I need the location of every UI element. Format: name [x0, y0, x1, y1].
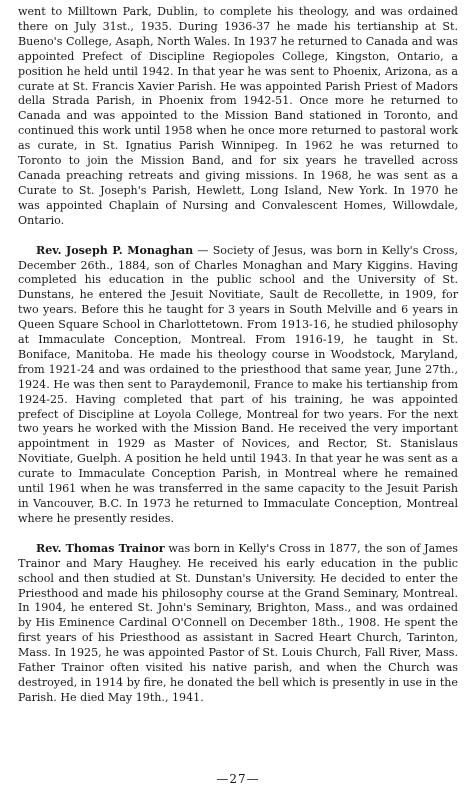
entry-name: Rev. Thomas Trainor — [36, 541, 165, 555]
entry-name: Rev. Joseph P. Monaghan — [36, 243, 194, 257]
paragraph-gap — [18, 229, 458, 244]
page-number: —27— — [216, 772, 260, 786]
entry-monaghan — [18, 244, 458, 527]
entry-trainor — [18, 542, 458, 706]
continuation-paragraph: went to Milltown Park, Dublin, to complete his theology, and was ordained there on July 31st., 1935. During 1936-37 he made his tertianship at St. Bueno's College, Asaph, North Wales. In 1937 he returned to Canada and was appointed Prefect of Discipline Regiopoles College, Kingston, Ontario, a position he held until 1942. In that year he was sent to Phoenix, Arizona, as a curate at St. Francis Xavier Parish. He was appointed Parish Priest of Madors della Strada Parish, in Phoenix from 1942-51. Once more he returned to Canada and was appointed to the Mission Band stationed in Toronto, and continued this work until 1958 when he once more returned to pastoral work as curate, in St. Ignatius Parish Winnipeg. In 1962 he was returned to Toronto to join the Mission Band, and for six years he travelled across Canada preaching retreats and giving missions. In 1968, he was sent as a Curate to St. Joseph's Parish, Hewlett, Long Island, New York. In 1970 he was appointed Chaplain of Nursing and Convalescent Homes, Willowdale, Ontario. — [18, 5, 458, 227]
entry-text: — Society of Jesus, was born in Kelly's Cross, December 26th., 1884, son of Charles Monaghan and Mary Kiggins. Having completed his education in the public school and the University of St. Dunstans, he entered the Jesuit Novitiate, Sault de Recollette, in 1909, for two years. Before this he taught for 3 years in South Melville and 6 years in Queen Square School in Charlottetown. From 1913-16, he studied philosophy at Immaculate Conception, Montreal. From 1916-19, he taught in St. Boniface, Manitoba. He made his theology course in Woodstock, Maryland, from 1921-24 and was ordained to the priesthood that same year, June 27th., 1924. He was then sent to Paraydemonil, France to make his tertianship from 1924-25. Having completed that part of his training, he was appointed prefect of Discipline at Loyola College, Montreal for two years. For the next two years he worked with the Mission Band. He received the very important appointment in 1929 as Master of Novices, and Rector, St. Stanislaus Novitiate, Guelph. A position he held until 1943. In that year he was sent as a curate to Immaculate Conception Parish, in Montreal where he remained until 1961 when he was transferred in the same capacity to the Jesuit Parish in Vancouver, B.C. In 1973 he returned to Immaculate Conception, Montreal where he presently resides. — [18, 243, 458, 525]
entry-text: was born in Kelly's Cross in 1877, the son of James Trainor and Mary Haughey. He received his early education in the public school and then studied at St. Dunstan's University. He decided to enter the Priesthood and made his philosophy course at the Grand Seminary, Montreal. In 1904, he entered St. John's Seminary, Brighton, Mass., and was ordained by His Eminence Cardinal O'Connell on December 18th., 1908. He spent the first years of his Priesthood as assistant in Sacred Heart Church, Tarinton, Mass. In 1925, he was appointed Pastor of St. Louis Church, Fall River, Mass. Father Trainor often visited his native parish, and when the Church was destroyed, in 1914 by fire, he donated the bell which is presently in use in the Parish. He died May 19th., 1941. — [18, 541, 459, 704]
paragraph-gap — [18, 527, 458, 542]
